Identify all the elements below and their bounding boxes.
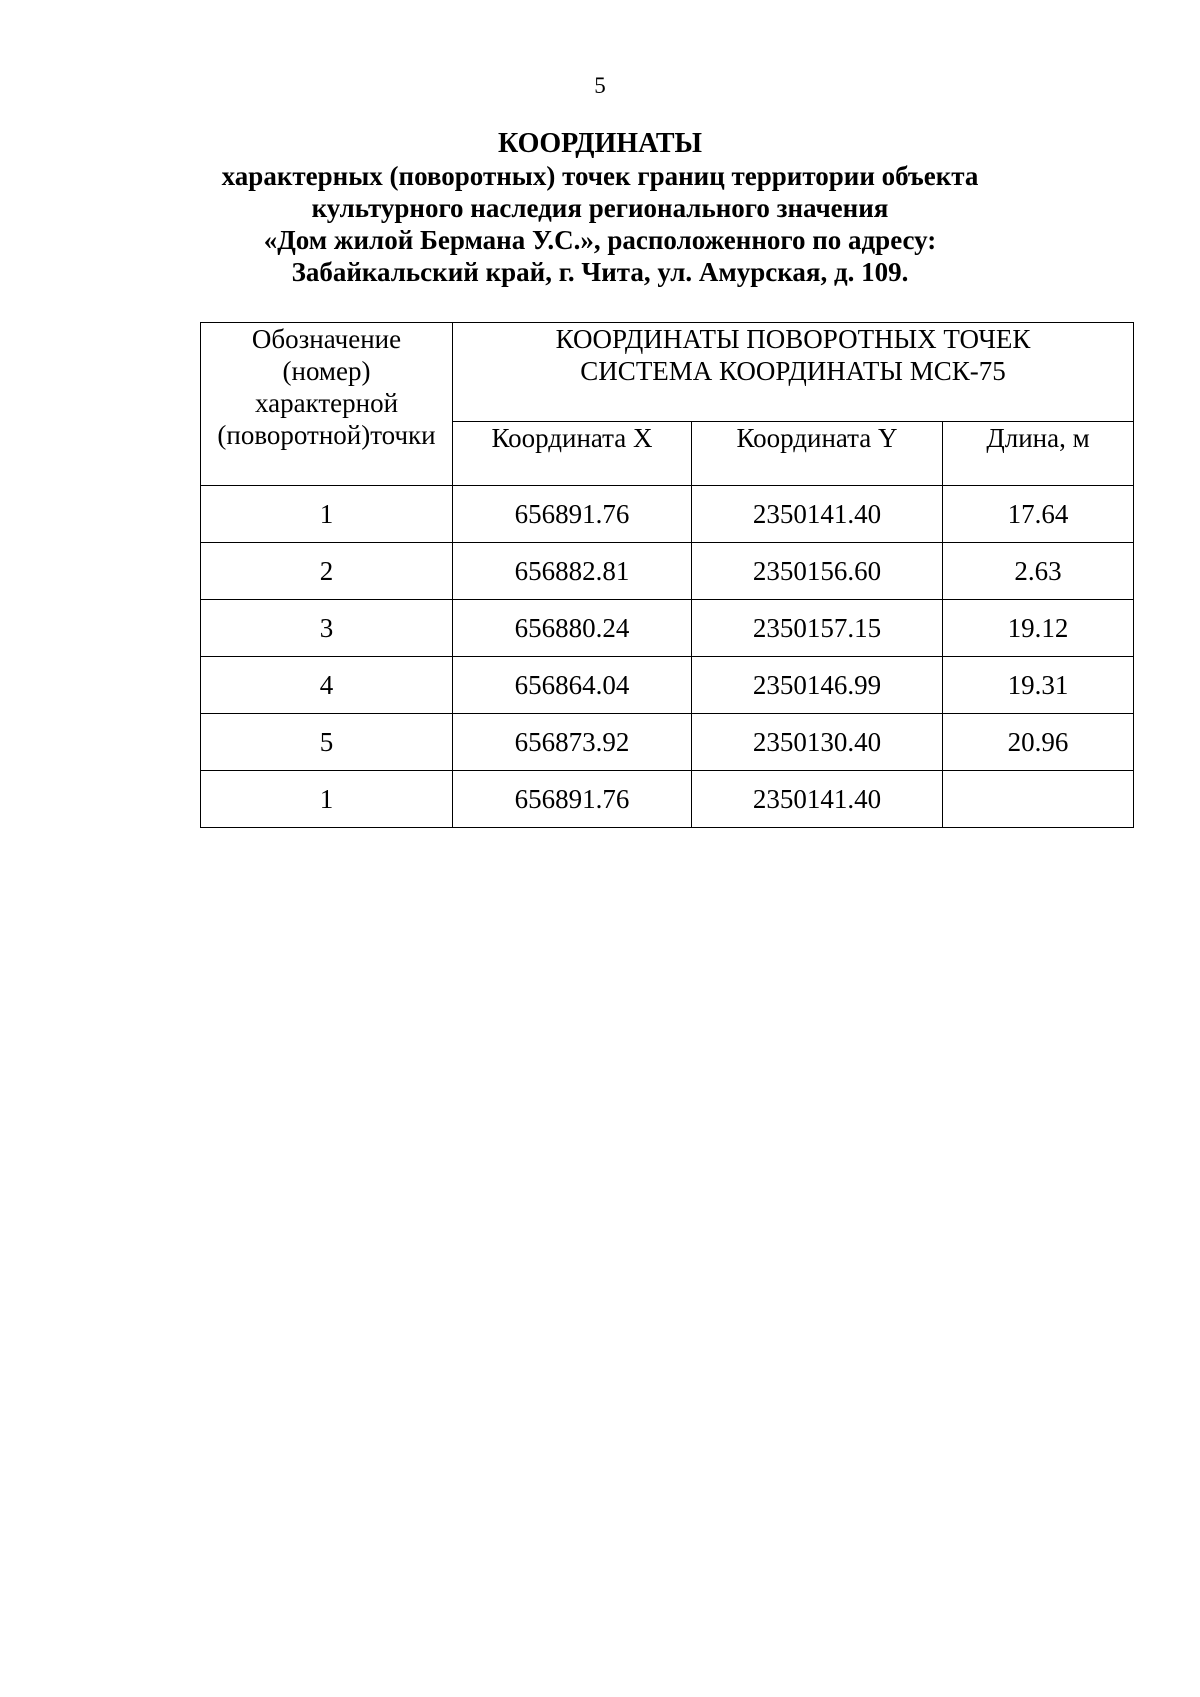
length-cell: 19.31 (943, 657, 1134, 714)
coordinate-y-cell: 2350157.15 (692, 600, 943, 657)
point-number-cell: 4 (201, 657, 453, 714)
length-cell: 20.96 (943, 714, 1134, 771)
coordinate-x-cell: 656864.04 (453, 657, 692, 714)
table-row (201, 657, 1134, 714)
point-number-cell: 1 (201, 486, 453, 543)
coordinates-table (200, 322, 1134, 828)
page-number: 5 (594, 73, 606, 98)
point-number-cell: 1 (201, 771, 453, 828)
point-number-cell: 3 (201, 600, 453, 657)
coordinate-y-cell: 2350156.60 (692, 543, 943, 600)
coordinates-group-header (453, 323, 1134, 422)
length-cell: 2.63 (943, 543, 1134, 600)
column-header-y: Координата Y (692, 422, 943, 486)
point-designation-header (201, 323, 453, 486)
point-number-cell: 5 (201, 714, 453, 771)
title-line: Забайкальский край, г. Чита, ул. Амурская, д. 109. (291, 257, 909, 287)
header-line: (номер) (282, 356, 371, 386)
table-row (201, 771, 1134, 828)
coordinate-x-cell: 656880.24 (453, 600, 692, 657)
column-header-x: Координата X (453, 422, 692, 486)
table-row (201, 714, 1134, 771)
document-title (0, 128, 1200, 288)
title-line: характерных (поворотных) точек границ территории объекта (221, 161, 979, 191)
table-row (201, 486, 1134, 543)
length-cell: 19.12 (943, 600, 1134, 657)
title-line: культурного наследия регионального значения (311, 193, 889, 223)
coordinate-y-cell: 2350146.99 (692, 657, 943, 714)
coordinate-x-cell: 656882.81 (453, 543, 692, 600)
header-line: Обозначение (251, 324, 402, 354)
coordinate-y-cell: 2350141.40 (692, 771, 943, 828)
coordinate-x-cell: 656891.76 (453, 771, 692, 828)
point-number-cell: 2 (201, 543, 453, 600)
header-line: характерной (254, 388, 399, 418)
header-line: СИСТЕМА КООРДИНАТЫ МСК-75 (580, 356, 1006, 386)
title-line: «Дом жилой Бермана У.С.», расположенного по адресу: (263, 225, 937, 255)
coordinate-x-cell: 656873.92 (453, 714, 692, 771)
header-line: КООРДИНАТЫ ПОВОРОТНЫХ ТОЧЕК (555, 324, 1031, 354)
coordinate-y-cell: 2350141.40 (692, 486, 943, 543)
coordinate-y-cell: 2350130.40 (692, 714, 943, 771)
coordinate-x-cell: 656891.76 (453, 486, 692, 543)
column-header-length: Длина, м (943, 422, 1134, 486)
length-cell: 17.64 (943, 486, 1134, 543)
length-cell (943, 771, 1134, 828)
table-row (201, 543, 1134, 600)
header-line: (поворотной)точки (217, 420, 436, 450)
table-row (201, 600, 1134, 657)
title-heading: КООРДИНАТЫ (497, 128, 703, 159)
